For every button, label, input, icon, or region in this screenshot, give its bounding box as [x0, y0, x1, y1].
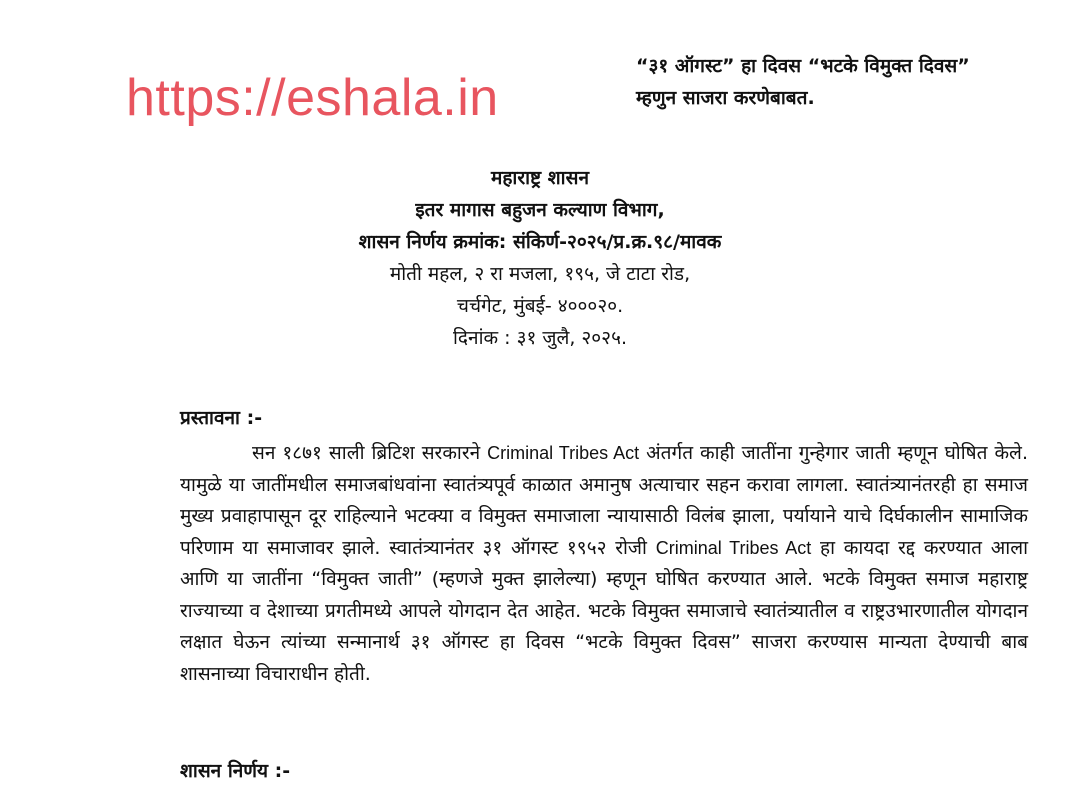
- watermark-url: https://eshala.in: [126, 69, 499, 127]
- subject-line-2: म्हणुन साजरा करणेबाबत.: [636, 87, 815, 109]
- department-name: इतर मागास बहुजन कल्याण विभाग,: [415, 199, 665, 221]
- preamble-text-c: हा कायदा रद्द करण्यात आला आणि या जातींना “विमुक्त जाती” (म्हणजे मुक्त झालेल्या) म्हणून घोषित करण्यात आले. भटके विमुक्त समाज महाराष्ट्र राज्याच्या व देशाच्या प्रगतीमध्ये आपले योगदान देत आहेत. भटके विमुक्त समाजाचे स्वातंत्र्यातील व राष्ट्रउभारणातील योगदान लक्षात घेऊन त्यांच्या सन्मानार्थ ३१ ऑगस्ट हा दिवस “भटके विमुक्त दिवस” साजरा करण्यास मान्यता देण्याची बाब शासनाच्या विचाराधीन होती.: [180, 536, 1028, 685]
- act-name-1: Criminal Tribes Act: [487, 443, 640, 463]
- gr-number: शासन निर्णय क्रमांक: संकिर्ण-२०२५/प्र.क्र.९८/मावक: [358, 231, 722, 253]
- address-line-1: मोती महल, २ रा मजला, १९५, जे टाटा रोड,: [389, 263, 691, 285]
- subject-line-1: “३१ ऑगस्ट” हा दिवस “भटके विमुक्त दिवस”: [636, 55, 970, 77]
- subject-block: [636, 50, 1056, 114]
- preamble-text-b: अंतर्गत काही जातींना गुन्हेगार जाती म्हणून घोषित केले. यामुळे या जातींमधील समाजबांधवांना स्वातंत्र्यपूर्व काळात अमानुष अत्याचार सहन करावा लागला. स्वातंत्र्यानंतरही हा समाज मुख्य प्रवाहापासून दूर राहिल्याने भटक्या व विमुक्त समाजाला न्यायासाठी विलंब झाला, पर्यायाने याचे दिर्घकालीन सामाजिक परिणाम या समाजावर झाले. स्वातंत्र्यानंतर ३१ ऑगस्ट १९५२ रोजी: [180, 442, 1028, 559]
- document-header: [0, 162, 1080, 354]
- document-date: दिनांक : ३१ जुलै, २०२५.: [453, 327, 627, 349]
- preamble-heading: प्रस्तावना :-: [180, 407, 263, 429]
- government-name: महाराष्ट्र शासन: [490, 167, 589, 189]
- preamble-paragraph: [180, 438, 1028, 690]
- address-line-2: चर्चगेट, मुंबई- ४०००२०.: [456, 295, 624, 317]
- preamble-section: [180, 402, 1028, 690]
- preamble-text-a: सन १८७१ साली ब्रिटिश सरकारने: [252, 442, 488, 464]
- decision-heading: शासन निर्णय :-: [180, 760, 291, 782]
- act-name-2: Criminal Tribes Act: [655, 537, 812, 558]
